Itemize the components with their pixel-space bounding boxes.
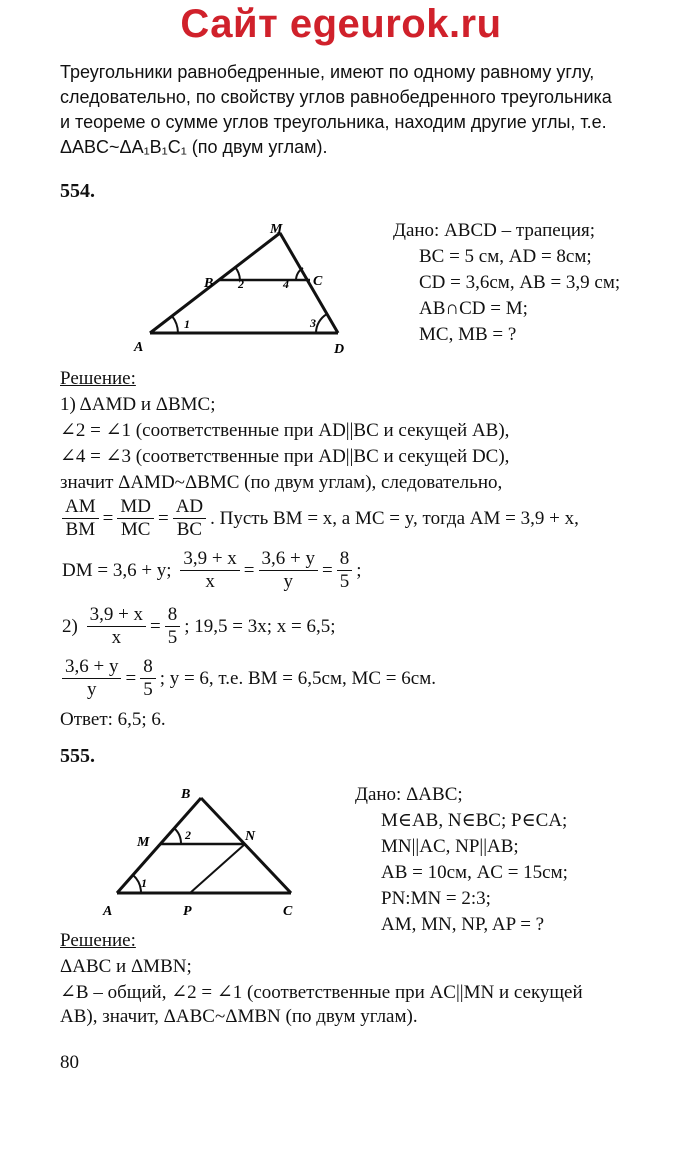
ratio-line: $\frac{AM}{BM}$ = $\frac{MD}{MC}$ = $\frac{AD}{BC}$ . Пусть BM = x, а MC = y, тогда AM = 3,9 + x, [60,496,581,541]
side-am [150,233,280,333]
given-line: M∈AB, N∈BC; P∈CA; [381,810,568,831]
label-c: C [313,274,323,289]
angle-2-arc [174,828,181,844]
label-a: A [103,904,113,919]
fraction: $\frac{3,9 + x}{x}$ [87,604,146,649]
solution-line: ΔABC и ΔMBN; [60,956,192,977]
site-title: Сайт egeurok.ru [180,2,502,46]
given-line: AM, MN, NP, AP = ? [381,914,545,935]
triangle-figure [95,778,315,928]
segment-np [190,844,245,893]
fraction: $\frac{AD}{BC}$ [173,496,206,541]
dm-line: DM = 3,6 + y; $\frac{3,9 + x}{x}$ = $\frac{3,6 + y}{y}$ = $\frac{8}{5}$ ; [62,548,362,592]
label-angle-1: 1 [141,876,147,890]
given-line: MN||AC, NP||AB; [381,836,519,857]
label-angle-1: 1 [184,317,190,331]
label-b: B [181,787,191,802]
fraction: $\frac{8}{5}$ [337,548,353,593]
solution-line: ∠2 = ∠1 (соответственные при AD||BC и секущей AB), [60,420,510,441]
problem-554-number: 554. [60,180,95,202]
solution-line: 1) ΔAMD и ΔBMC; [60,394,216,415]
label-d: D [334,342,345,357]
solution-555-heading: Решение: [60,930,136,951]
solution-line: AB), значит, ΔABC~ΔMBN (по двум углам). [60,1006,418,1027]
intro-paragraph [60,60,660,160]
angle-1-arc [133,875,141,893]
fraction: $\frac{3,6 + y}{y}$ [62,656,121,701]
angle-1-arc [172,316,178,333]
step-3-line: $\frac{3,6 + y}{y}$ = $\frac{8}{5}$ ; y = 6, т.е. BM = 6,5см, MC = 6см. [60,656,438,701]
given-line: BC = 5 см, AD = 8см; [419,246,592,267]
solution-line: ∠B – общий, ∠2 = ∠1 (соответственные при AC||MN и секущей [60,982,583,1003]
fraction: $\frac{AM}{BM}$ [62,496,99,541]
solution-554-heading: Решение: [60,368,136,389]
angle-4-arc [296,268,303,280]
fraction: $\frac{8}{5}$ [140,656,156,701]
label-p: P [183,904,192,919]
label-angle-3: 3 [310,316,316,330]
side-bc [201,798,291,893]
fraction: $\frac{8}{5}$ [165,604,181,649]
page-number: 80 [60,1052,79,1073]
label-b: B [204,276,214,291]
angle-3-arc [316,314,327,333]
solution-line: ∠4 = ∠3 (соответственные при AD||BC и секущей DC), [60,446,510,467]
answer-554: Ответ: 6,5; 6. [60,709,166,730]
given-line: CD = 3,6см, AB = 3,9 см; [419,272,621,293]
label-a: A [134,340,144,355]
intro-line: следовательно, по свойству углов равнобедренного треугольника [60,87,612,107]
step-2-line: 2) $\frac{3,9 + x}{x}$ = $\frac{8}{5}$ ; 19,5 = 3x; x = 6,5; [62,604,336,648]
intro-line: Треугольники равнобедренные, имеют по одному равному углу, [60,62,595,82]
label-c: C [283,904,293,919]
label-angle-2: 2 [185,828,191,842]
label-angle-4: 4 [283,277,289,291]
label-angle-2: 2 [238,277,244,291]
intro-line: и теореме о сумме углов треугольника, находим другие углы, т.е. [60,112,607,132]
given-line: PN:MN = 2:3; [381,888,491,909]
label-m: M [137,835,150,850]
intro-line: ΔABC~ΔA₁B₁C₁ (по двум углам). [60,137,328,157]
side-ab [117,798,201,893]
given-line: AB = 10см, AC = 15см; [381,862,568,883]
fraction: $\frac{MD}{MC}$ [117,496,154,541]
problem-555-given [355,782,568,938]
problem-555-number: 555. [60,745,95,767]
label-m: M [270,222,283,237]
given-line: Дано: ΔABC; [355,784,463,805]
fraction: $\frac{3,6 + y}{y}$ [259,548,318,593]
given-line: Дано: ABCD – трапеция; [393,220,596,241]
fraction: $\frac{3,9 + x}{x}$ [180,548,239,593]
problem-554-given [393,218,620,348]
given-line: AB∩CD = M; [419,298,528,319]
label-n: N [245,829,256,844]
solution-line: значит ΔAMD~ΔBMC (по двум углам), следовательно, [60,472,503,493]
trapezoid-figure [120,215,380,375]
given-line: MC, MB = ? [419,324,517,345]
